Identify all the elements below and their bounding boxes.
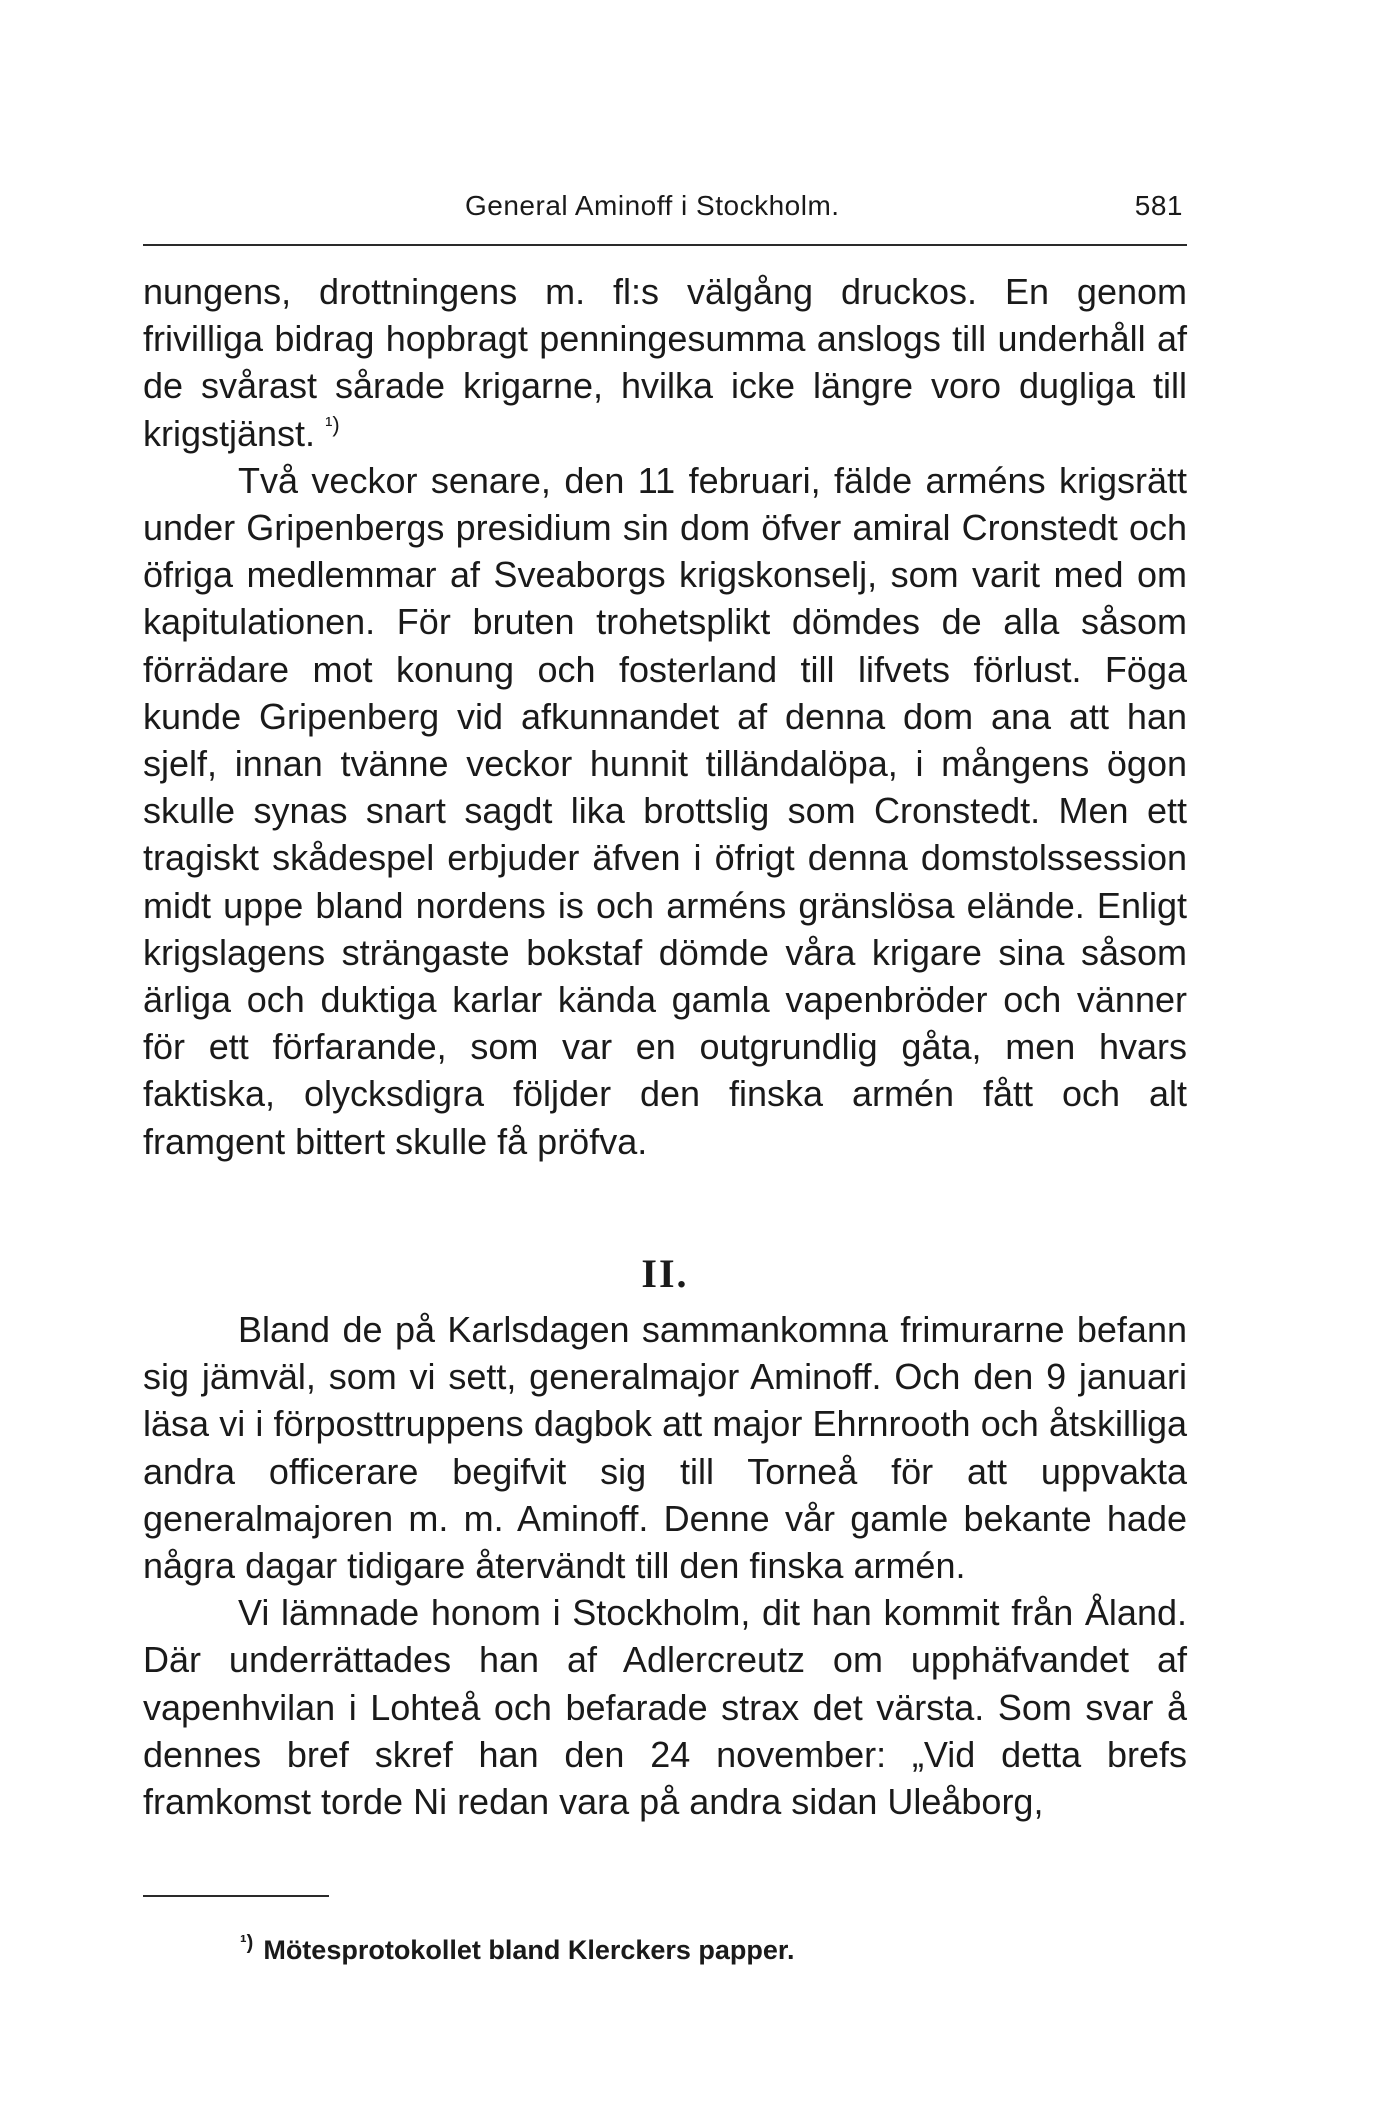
section-heading: II.	[641, 1251, 689, 1296]
section-2-text	[143, 1306, 1187, 1825]
footnote-reference: ¹)	[325, 411, 340, 437]
footnote-text: Mötesprotokollet bland Klerckers papper.	[263, 1935, 795, 1965]
paragraph	[143, 268, 1187, 457]
page-header	[143, 190, 1185, 230]
footnote	[240, 1932, 1140, 1966]
page-number: 581	[1134, 190, 1183, 221]
paragraph-text: nungens, drottningens m. fl:s välgång druckos. En genom frivilliga bidrag hopbragt penningesumma anslogs till underhåll af de svårast sårade krigarne, hvilka icke längre voro dugliga till krigstjänst.	[143, 271, 1187, 454]
footnote-rule	[143, 1895, 329, 1897]
footnote-mark: ¹)	[240, 1932, 254, 1954]
section-1-text	[143, 268, 1187, 1165]
header-rule	[143, 244, 1187, 246]
paragraph: Två veckor senare, den 11 februari, fälde arméns krigsrätt under Gripenbergs presidium sin dom öfver amiral Cronstedt och öfriga medlemmar af Sveaborgs krigskonselj, som varit med om kapitulationen. För bruten trohetsplikt dömdes de alla såsom förrädare mot konung och fosterland till lifvets förlust. Föga kunde Gripenberg vid afkunnandet af denna dom ana att han sjelf, innan tvänne veckor hunnit tilländalöpa, i mångens ögon skulle synas snart sagdt lika brottslig som Cronstedt. Men ett tragiskt skådespel erbjuder äfven i öfrigt denna domstolssession midt uppe bland nordens is och arméns gränslösa elände. Enligt krigslagens strängaste bokstaf dömde våra krigare sina såsom ärliga och duktiga karlar kända gamla vapenbröder och vänner för ett förfarande, som var en outgrundlig gåta, men hvars faktiska, olycksdigra följder den finska armén fått och alt framgent bittert skulle få pröfva.	[143, 459, 1187, 1162]
paragraph: Bland de på Karlsdagen sammankomna frimurarne befann sig jämväl, som vi sett, generalmajor Aminoff. Och den 9 januari läsa vi i förposttruppens dagbok att major Ehrnrooth och åtskilliga andra officerare begifvit sig till Torneå för att uppvakta generalmajoren m. m. Aminoff. Denne vår gamle bekante hade några dagar tidigare återvändt till den finska armén.	[143, 1309, 1187, 1587]
running-title: General Aminoff i Stockholm.	[465, 190, 840, 221]
paragraph: Vi lämnade honom i Stockholm, dit han kommit från Åland. Där underrättades han af Adlercreutz om upphäfvandet af vapenhvilan i Lohteå och befarade strax det värsta. Som svar å dennes bref skref han den 24 november: „Vid detta brefs framkomst torde Ni redan vara på andra sidan Uleåborg,	[143, 1592, 1187, 1823]
